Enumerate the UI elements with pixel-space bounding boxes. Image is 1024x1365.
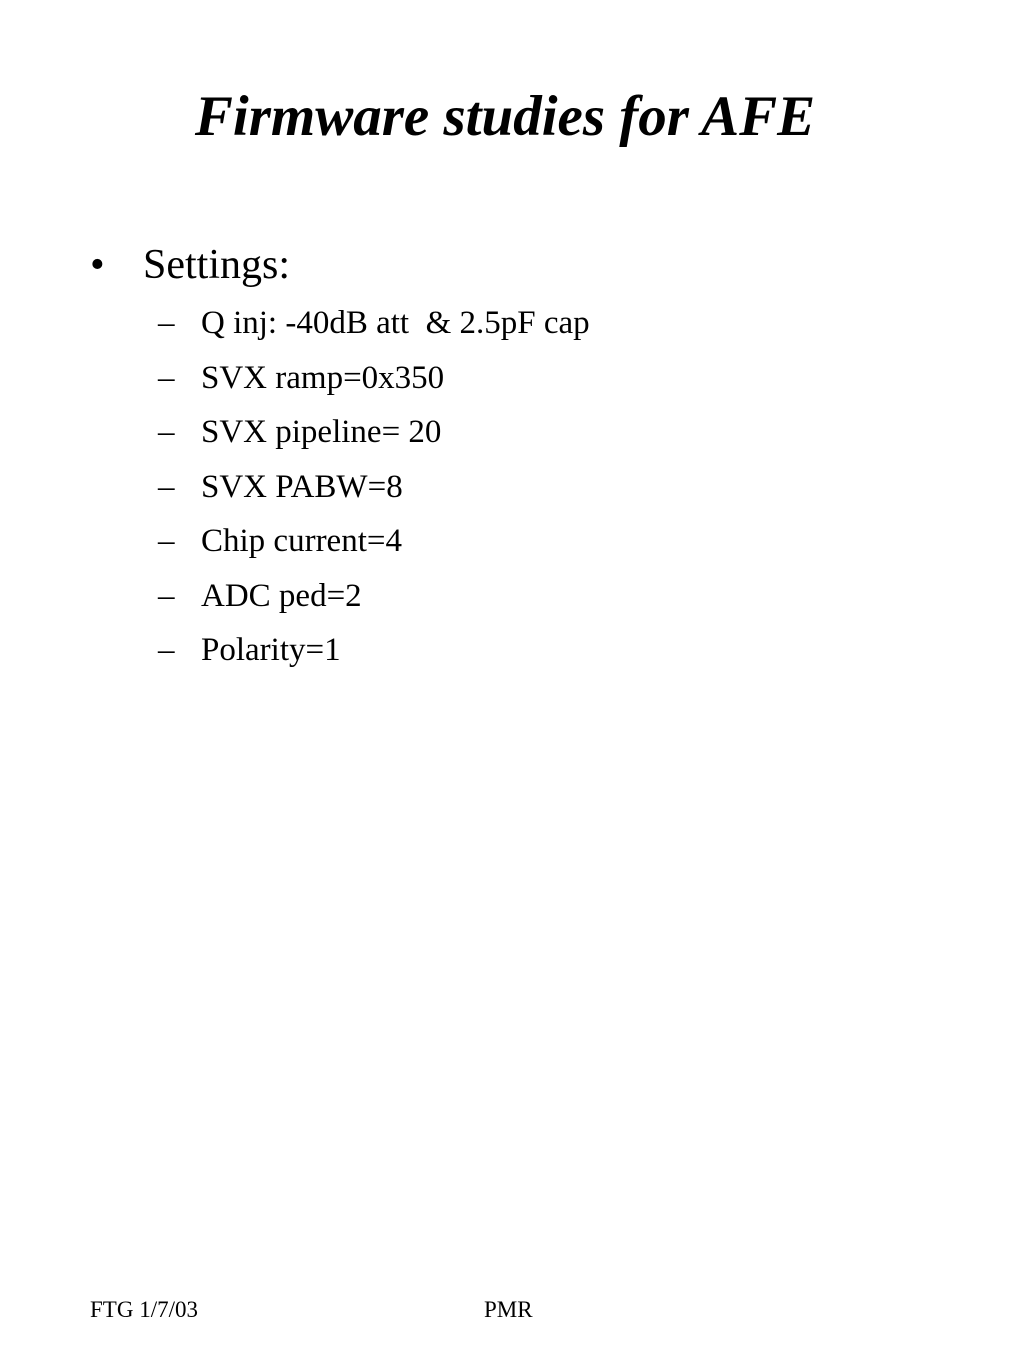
sub-item-text: Chip current=4 [201,523,402,559]
sub-marker: – [158,468,175,505]
sub-item-chip-current [158,514,990,569]
sub-marker: – [158,305,175,341]
sub-item-text: SVX pipeline= 20 [201,414,442,450]
sub-list [90,296,990,678]
sub-item-text: Q inj: -40dB att & 2.5pF cap [201,305,590,341]
sub-marker: – [158,359,175,396]
sub-item-text: ADC ped=2 [201,577,362,614]
sub-item-text: Polarity=1 [201,632,341,668]
sub-item-svx-pabw [158,460,990,515]
sub-item-svx-pipeline [158,405,990,460]
sub-marker: – [158,523,175,559]
sub-item-polarity [158,623,990,678]
footer-author: PMR [484,1297,533,1322]
sub-item-text: SVX ramp=0x350 [201,359,445,396]
bullet-list [90,236,990,678]
bullet-marker: • [90,242,105,288]
sub-item-q-inj [158,296,990,351]
sub-marker: – [158,632,175,668]
sub-item-adc-ped [158,569,990,624]
footer-date: FTG 1/7/03 [90,1297,198,1322]
sub-item-svx-ramp [158,351,990,406]
sub-marker: – [158,414,175,450]
bullet-label: Settings: [143,242,291,288]
sub-item-text: SVX PABW=8 [201,468,403,505]
slide-title: Firmware studies for AFE [194,85,816,148]
sub-marker: – [158,577,175,614]
bullet-settings [90,236,990,294]
